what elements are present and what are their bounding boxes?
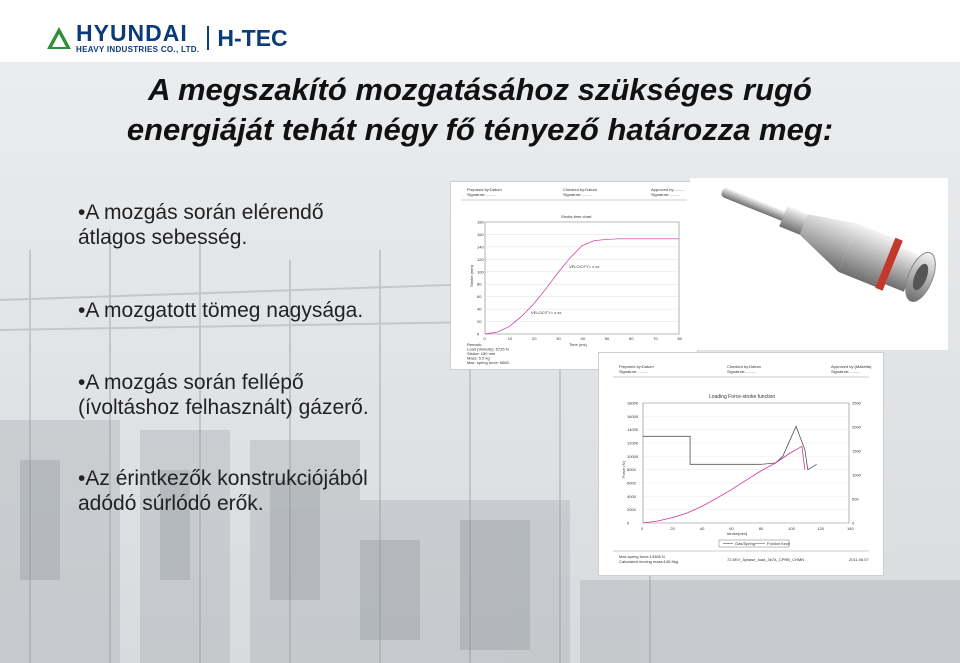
- logo-subtitle: HEAVY INDUSTRIES CO., LTD.: [76, 45, 200, 54]
- force-y-label: Force (N): [621, 461, 626, 478]
- pole-render-panel: [690, 178, 948, 350]
- force-x-label: stroke(mm): [727, 531, 748, 536]
- stroke-x-tick: 70: [653, 336, 658, 341]
- stroke-annot-top: VELOCITY= x.xx: [569, 264, 600, 269]
- stroke-x-tick: 30: [556, 336, 561, 341]
- force-signature-2: Signature:..........: [727, 369, 757, 374]
- stroke-footer-line: Mass: 5.5 kg: [467, 355, 490, 361]
- force-x-tick: 40: [699, 526, 705, 531]
- force-y-tick: 14000: [627, 427, 639, 433]
- force-y-tick: 2000: [627, 507, 636, 513]
- logo-brand: HYUNDAI: [76, 20, 188, 46]
- stroke-footer-line: Stroke: 180 mm: [467, 351, 496, 356]
- stroke-y-tick: 140: [477, 244, 484, 250]
- force-y-tick: 6000: [627, 480, 636, 486]
- force-legend-2: Friction force: [767, 541, 791, 546]
- stroke-x-label: Time (ms): [569, 342, 587, 347]
- force-signature-3: Signature:..........: [831, 369, 861, 374]
- bullet-line: •A mozgás során elérendő: [78, 201, 324, 224]
- force-checked: Checked by:Datum: [727, 364, 762, 369]
- stroke-chart-panel: [450, 181, 698, 370]
- bullet-item: [78, 200, 324, 250]
- stroke-y-tick: 0: [477, 331, 480, 337]
- stroke-x-tick: 10: [507, 336, 513, 341]
- bullet-item: [78, 298, 363, 323]
- stroke-y-tick: 20: [477, 319, 482, 325]
- force-y2-tick: 1000: [852, 472, 861, 478]
- force-y2-tick: 0: [852, 520, 855, 526]
- hyundai-triangle-icon: [46, 25, 72, 51]
- stroke-checked: Checked by:Datum: [563, 187, 598, 192]
- force-y2-tick: 2000: [852, 424, 861, 430]
- bullet-line: adódó súrlódó erők.: [78, 492, 264, 515]
- force-plot-area: [643, 403, 849, 523]
- stroke-y-tick: 80: [477, 281, 482, 287]
- stroke-chart: [451, 182, 697, 369]
- force-y-tick: 4000: [627, 493, 636, 499]
- force-x-tick: 80: [758, 526, 764, 531]
- stroke-x-tick: 50: [604, 336, 610, 341]
- force-signature-1: Signature:..........: [619, 369, 649, 374]
- bullet-line: •A mozgás során fellépő: [78, 371, 304, 394]
- logo-division: H-TEC: [217, 24, 288, 51]
- pole-render-image: [690, 178, 948, 350]
- title-line-2: energiáját tehát négy fő tényező határozza meg:: [126, 112, 834, 147]
- force-series-line: [643, 426, 817, 469]
- stroke-footer-line: Remark:: [467, 342, 483, 347]
- force-y-tick: 16000: [627, 413, 639, 419]
- stroke-approved: Approved by:.........: [651, 187, 685, 192]
- force-prepared: Prepared by:Datum: [619, 364, 654, 369]
- force-x-tick: 0: [641, 526, 644, 531]
- company-logo: [46, 22, 288, 54]
- stroke-y-label: Stroke (mm): [469, 265, 474, 287]
- logo-divider: [207, 26, 209, 50]
- force-x-tick: 120: [817, 526, 825, 531]
- page-title: [20, 70, 940, 150]
- force-x-tick: 60: [729, 526, 734, 531]
- stroke-x-tick: 80: [677, 336, 682, 341]
- bullet-line: átlagos sebesség.: [78, 226, 248, 249]
- force-legend-1: Gas/Spring: [735, 541, 756, 546]
- stroke-y-tick: 60: [477, 294, 482, 300]
- bullet-line: •A mozgatott tömeg nagysága.: [78, 299, 364, 322]
- stroke-footer-left: [467, 342, 510, 365]
- bullet-line: (ívoltáshoz felhasznált) gázerő.: [78, 396, 369, 419]
- force-y2-tick: 500: [852, 496, 859, 502]
- force-footer-right: 2011.06.07: [849, 557, 869, 562]
- stroke-footer-line: Max. spring force: 6560: [467, 360, 509, 365]
- stroke-x-tick: 60: [629, 336, 634, 341]
- stroke-signature-2: Signature:..........: [563, 192, 593, 197]
- bullet-item: [78, 466, 368, 516]
- stroke-y-tick: 160: [477, 231, 484, 237]
- stroke-signature-1: Signature:..........: [467, 192, 497, 197]
- stroke-x-tick: 40: [580, 336, 585, 341]
- force-y-tick: 0: [627, 520, 630, 526]
- force-footer-mid: 72.5KV_3phase_load_3k7A_CPRB_CHMN: [727, 557, 805, 562]
- force-y-tick: 10000: [627, 453, 639, 459]
- stroke-prepared: Prepared by:Datum: [467, 187, 502, 192]
- stroke-y-tick: 180: [477, 219, 484, 225]
- force-chart: [599, 353, 883, 575]
- title-line-1: A megszakító mozgatásához szükséges rugó: [148, 72, 812, 107]
- stroke-chart-title: Stroke-time chart: [561, 214, 592, 219]
- force-chart-title: Loading Force-stroke function: [709, 394, 776, 400]
- force-x-tick: 100: [788, 526, 795, 531]
- stroke-series-line: [485, 239, 679, 334]
- force-y2-tick: 2500: [852, 400, 861, 406]
- force-y-tick: 8000: [627, 467, 636, 473]
- force-y-tick: 12000: [627, 440, 639, 446]
- stroke-footer-line: Load (Velocity): 6735 N: [467, 346, 509, 352]
- force-footer-left-1: Max spring force:13385 N: [619, 554, 665, 559]
- force-footer-left-2: Calculated moving mass:145.5kg: [619, 559, 678, 564]
- stroke-annot-bottom: VELOCITY= x.xx: [531, 310, 562, 315]
- stroke-signature-3: Signature:..........: [651, 192, 681, 197]
- force-x-tick: 140: [847, 526, 854, 531]
- stroke-y-tick: 100: [477, 269, 484, 275]
- stroke-y-tick: 120: [477, 256, 484, 262]
- force-x-tick: 20: [670, 526, 675, 531]
- stroke-y-tick: 40: [477, 306, 482, 312]
- stroke-x-tick: 0: [483, 336, 486, 341]
- bullet-line: •Az érintkezők konstrukciójából: [78, 467, 368, 490]
- force-y2-tick: 1500: [852, 448, 861, 454]
- stroke-x-tick: 20: [532, 336, 537, 341]
- force-y-tick: 18000: [627, 400, 639, 406]
- force-chart-panel: [598, 352, 884, 576]
- force-approved: Approved by:(Maketta): [831, 364, 872, 369]
- bullet-item: [78, 370, 369, 420]
